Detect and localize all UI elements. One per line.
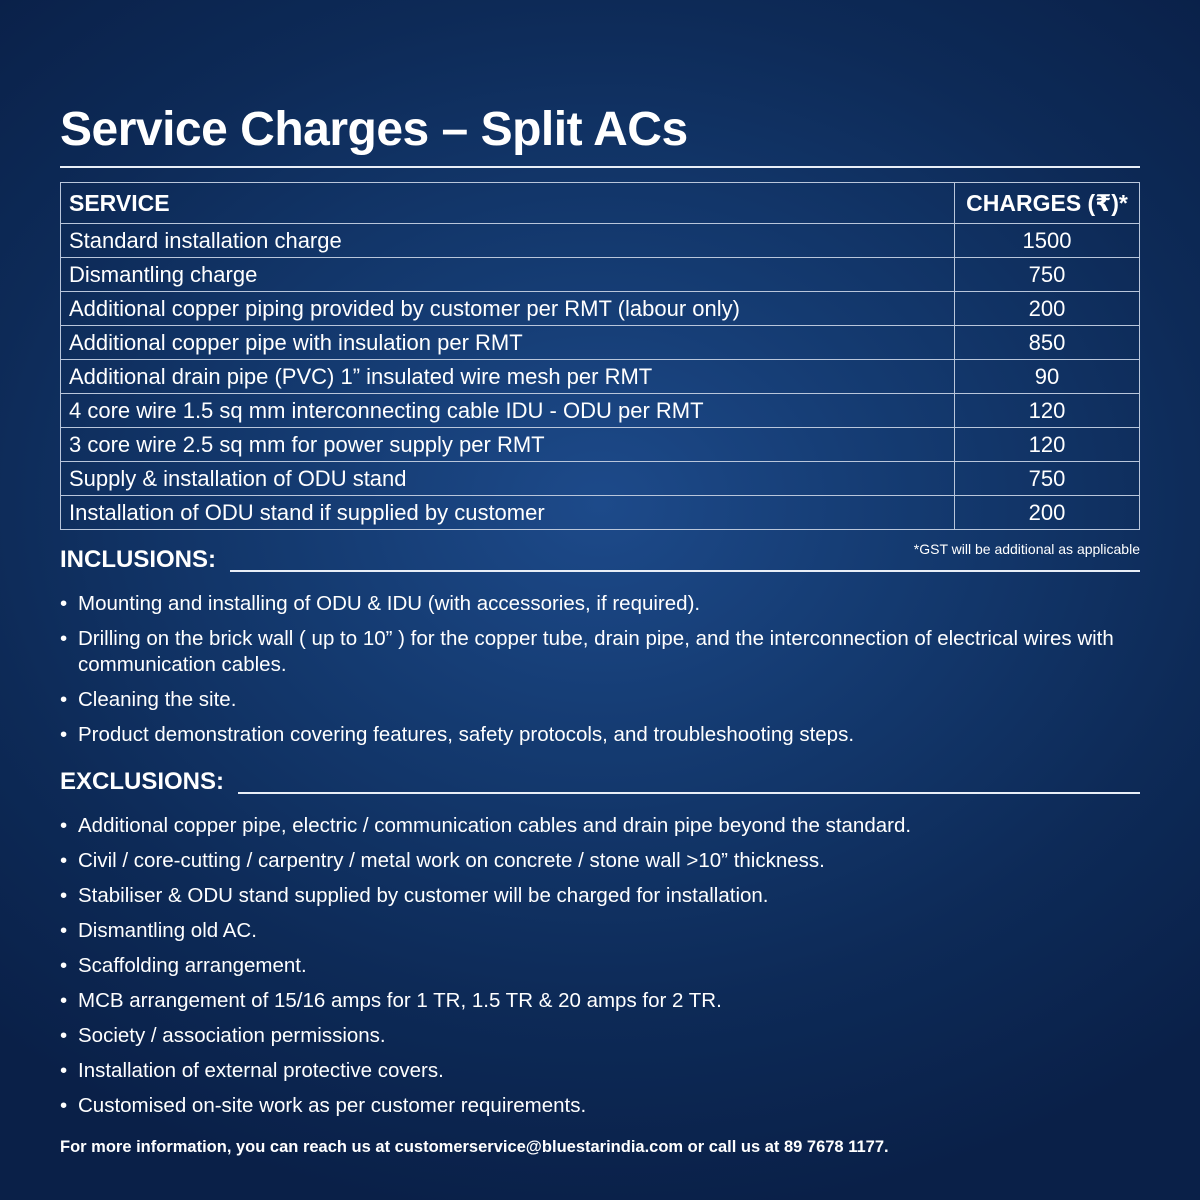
table-row [61, 428, 1140, 462]
charge-cell: 120 [955, 428, 1140, 462]
table-row [61, 496, 1140, 530]
contact-footer: For more information, you can reach us at customerservice@bluestarindia.com or call us at 89 7678 1177. [60, 1138, 889, 1156]
service-cell: Standard installation charge [61, 224, 955, 258]
list-item-text: Scaffolding arrangement. [78, 954, 307, 977]
bullet-icon: • [60, 723, 68, 746]
bullet-icon: • [60, 1094, 68, 1117]
bullet-icon: • [60, 884, 68, 907]
charge-cell: 750 [955, 258, 1140, 292]
bullet-icon: • [60, 1024, 68, 1047]
list-item-text: Dismantling old AC. [78, 919, 257, 942]
list-item [60, 1023, 1120, 1049]
bullet-icon: • [60, 989, 68, 1012]
bullet-icon: • [60, 627, 68, 650]
bullet-icon: • [60, 688, 68, 711]
table-row [61, 394, 1140, 428]
header-service: SERVICE [61, 183, 955, 224]
service-charges-table [60, 182, 1140, 530]
bullet-icon: • [60, 814, 68, 837]
list-item [60, 1093, 1120, 1119]
list-item [60, 848, 1120, 874]
list-item [60, 988, 1120, 1014]
service-cell: Installation of ODU stand if supplied by customer [61, 496, 955, 530]
list-item [60, 1058, 1120, 1084]
table-row [61, 326, 1140, 360]
charge-cell: 120 [955, 394, 1140, 428]
service-cell: 4 core wire 1.5 sq mm interconnecting cable IDU - ODU per RMT [61, 394, 955, 428]
table-row [61, 462, 1140, 496]
service-cell: Dismantling charge [61, 258, 955, 292]
bullet-icon: • [60, 1059, 68, 1082]
inclusions-divider [230, 570, 1140, 572]
charge-cell: 850 [955, 326, 1140, 360]
gst-note: *GST will be additional as applicable [913, 541, 1140, 557]
bullet-icon: • [60, 849, 68, 872]
list-item [60, 687, 1120, 713]
bullet-icon: • [60, 592, 68, 615]
exclusions-list [60, 813, 1120, 1128]
list-item [60, 953, 1120, 979]
table-row [61, 258, 1140, 292]
list-item [60, 883, 1120, 909]
inclusions-heading-label: INCLUSIONS: [60, 546, 216, 573]
charge-cell: 200 [955, 496, 1140, 530]
inclusions-heading [60, 546, 1140, 574]
table-header-row [61, 183, 1140, 224]
title-divider [60, 166, 1140, 168]
list-item [60, 722, 1120, 748]
list-item [60, 813, 1120, 839]
list-item [60, 591, 1120, 617]
list-item-text: Civil / core-cutting / carpentry / metal work on concrete / stone wall >10” thickness. [78, 849, 825, 872]
table-row [61, 292, 1140, 326]
list-item [60, 918, 1120, 944]
charge-cell: 750 [955, 462, 1140, 496]
list-item-text: Additional copper pipe, electric / communication cables and drain pipe beyond the standard. [78, 814, 912, 837]
service-cell: 3 core wire 2.5 sq mm for power supply per RMT [61, 428, 955, 462]
table-row [61, 360, 1140, 394]
list-item-text: MCB arrangement of 15/16 amps for 1 TR, 1.5 TR & 20 amps for 2 TR. [78, 989, 722, 1012]
table-row [61, 224, 1140, 258]
list-item-text: Cleaning the site. [78, 688, 237, 711]
charge-cell: 90 [955, 360, 1140, 394]
list-item-text: Installation of external protective covers. [78, 1059, 444, 1082]
list-item-text: Product demonstration covering features, safety protocols, and troubleshooting steps. [78, 723, 855, 746]
list-item-text: Stabiliser & ODU stand supplied by customer will be charged for installation. [78, 884, 769, 907]
exclusions-heading-label: EXCLUSIONS: [60, 768, 225, 795]
list-item-text: Customised on-site work as per customer requirements. [78, 1094, 587, 1117]
service-cell: Additional copper piping provided by customer per RMT (labour only) [61, 292, 955, 326]
list-item-text: Drilling on the brick wall ( up to 10” ) for the copper tube, drain pipe, and the interconnection of electrical wires with communication cables. [78, 627, 1114, 676]
service-cell: Supply & installation of ODU stand [61, 462, 955, 496]
bullet-icon: • [60, 954, 68, 977]
charge-cell: 200 [955, 292, 1140, 326]
charge-cell: 1500 [955, 224, 1140, 258]
inclusions-list [60, 591, 1120, 757]
list-item-text: Mounting and installing of ODU & IDU (with accessories, if required). [78, 592, 701, 615]
list-item-text: Society / association permissions. [78, 1024, 386, 1047]
list-item [60, 626, 1120, 678]
exclusions-divider [238, 792, 1140, 794]
service-cell: Additional copper pipe with insulation per RMT [61, 326, 955, 360]
bullet-icon: • [60, 919, 68, 942]
service-cell: Additional drain pipe (PVC) 1” insulated wire mesh per RMT [61, 360, 955, 394]
page-title: Service Charges – Split ACs [60, 103, 688, 156]
header-charges: CHARGES (₹)* [955, 183, 1140, 224]
exclusions-heading [60, 768, 1140, 796]
